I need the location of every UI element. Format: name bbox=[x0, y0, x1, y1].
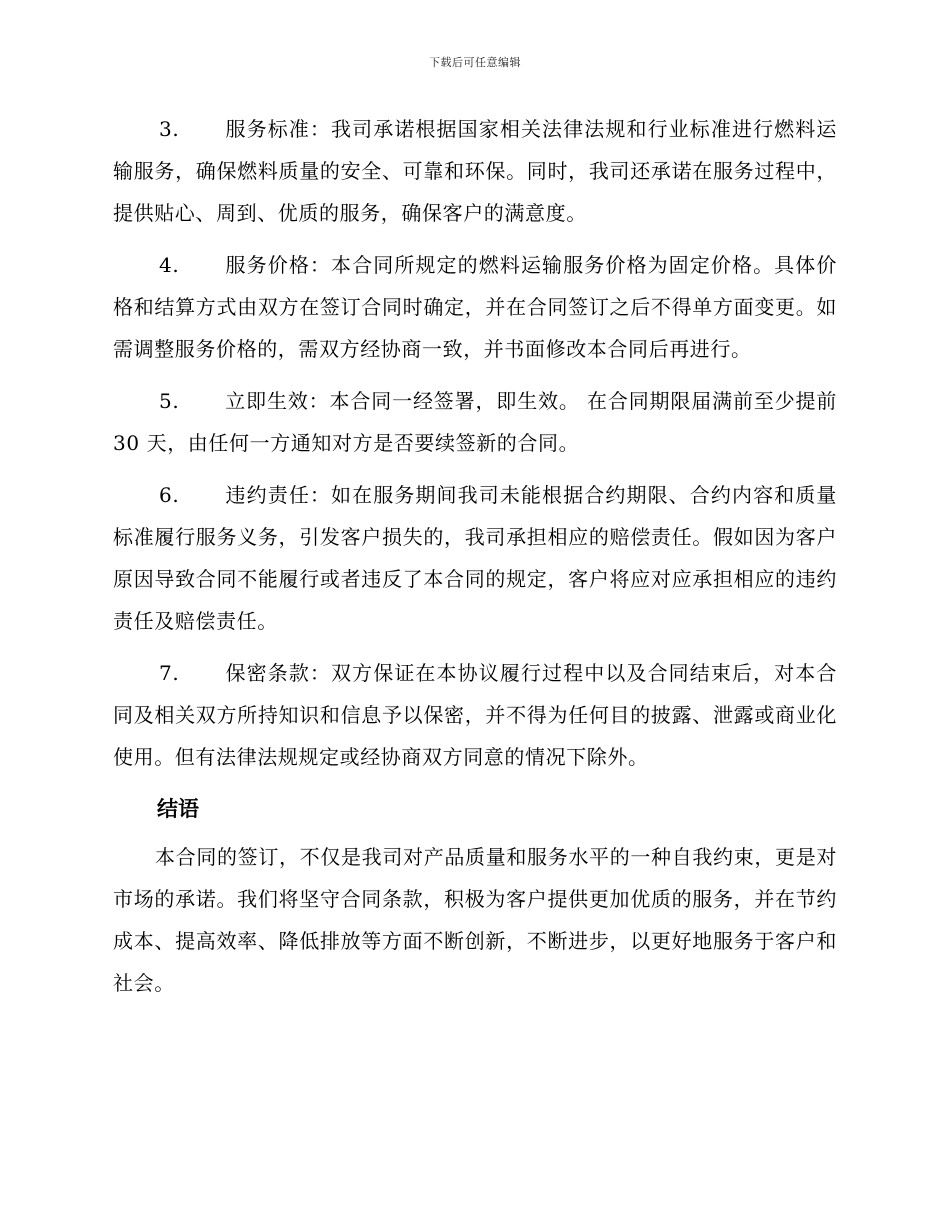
clause-text: 服务价格：本合同所规定的燃料运输服务价格为固定价格。具体价格和结算方式由双方在签订合同时确定，并在合同签订之后不得单方面变更。如需调整服务价格的，需双方经协商一致，并书面修改本合同后再进行。 bbox=[113, 253, 837, 361]
clause-text: 服务标准：我司承诺根据国家相关法律法规和行业标准进行燃料运输服务，确保燃料质量的安全、可靠和环保。同时，我司还承诺在服务过程中，提供贴心、周到、优质的服务，确保客户的满意度。 bbox=[113, 117, 837, 225]
clause-text: 保密条款：双方保证在本协议履行过程中以及合同结束后，对本合同及相关双方所持知识和信息予以保密，并不得为任何目的披露、泄露或商业化使用。但有法律法规规定或经协商双方同意的情况下除外。 bbox=[113, 661, 837, 769]
clause-3 bbox=[113, 108, 837, 234]
clause-number: 4. bbox=[159, 253, 180, 277]
document-body bbox=[113, 108, 837, 1014]
page-header-note: 下载后可任意编辑 bbox=[429, 56, 521, 69]
clause-7 bbox=[113, 652, 837, 778]
clause-number: 6. bbox=[159, 483, 180, 507]
clause-6 bbox=[113, 474, 837, 642]
clause-5 bbox=[113, 380, 837, 464]
conclusion-heading: 结语 bbox=[157, 797, 199, 821]
clause-number: 3. bbox=[159, 117, 180, 141]
clause-text: 立即生效：本合同一经签署，即生效。 在合同期限届满前至少提前 30 天，由任何一方通知对方是否要续签新的合同。 bbox=[113, 389, 837, 455]
conclusion-paragraph: 本合同的签订，不仅是我司对产品质量和服务水平的一种自我约束，更是对市场的承诺。我们将坚守合同条款，积极为客户提供更加优质的服务，并在节约成本、提高效率、降低排放等方面不断创新，不断进步，以更好地服务于客户和社会。 bbox=[113, 845, 837, 995]
clause-4 bbox=[113, 244, 837, 370]
clause-number: 5. bbox=[159, 389, 180, 413]
clause-text: 违约责任：如在服务期间我司未能根据合约期限、合约内容和质量标准履行服务义务，引发客户损失的，我司承担相应的赔偿责任。假如因为客户原因导致合同不能履行或者违反了本合同的规定，客户将应对应承担相应的违约责任及赔偿责任。 bbox=[113, 483, 837, 633]
clause-number: 7. bbox=[159, 661, 180, 685]
